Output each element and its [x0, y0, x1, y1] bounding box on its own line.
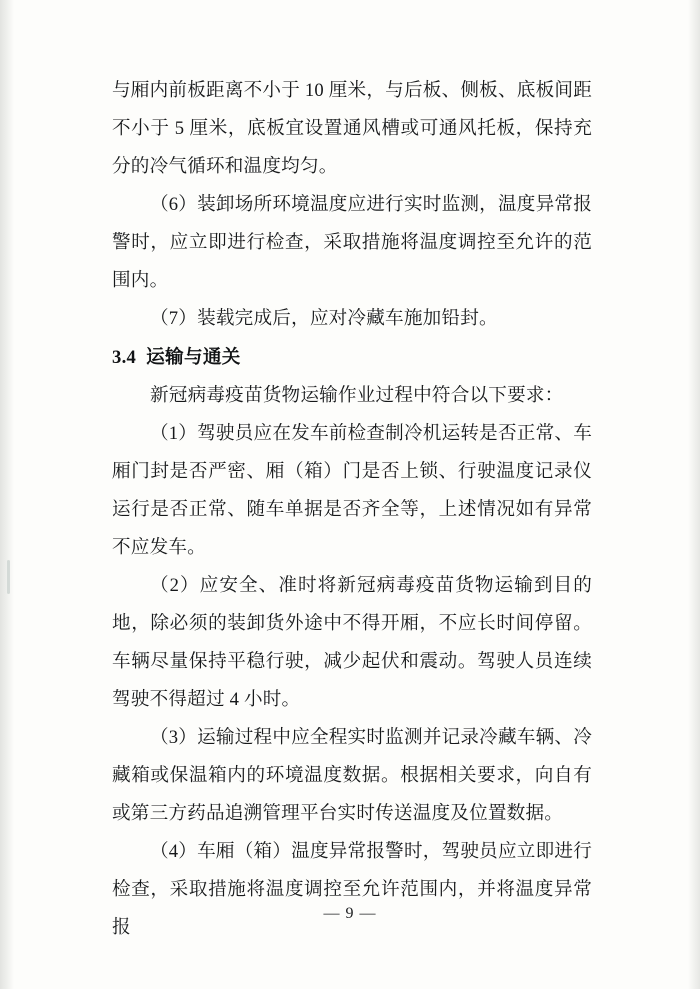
- section-title: 运输与通关: [146, 346, 241, 367]
- paragraph-1: 与厢内前板距离不小于 10 厘米，与后板、侧板、底板间距不小于 5 厘米，底板宜设置通风槽或可通风托板，保持充分的冷气循环和温度均匀。: [112, 80, 592, 177]
- paragraph-item-3: （3）运输过程中应全程实时监测并记录冷藏车辆、冷藏箱或保温箱内的环境温度数据。根据相关要求，向自有或第三方药品追溯管理平台实时传送温度及位置数据。: [112, 727, 592, 824]
- section-heading-3-4: [112, 338, 592, 377]
- page-body: [112, 72, 592, 947]
- paragraph-intro: 新冠病毒疫苗货物运输作业过程中符合以下要求：: [150, 385, 564, 406]
- paragraph-item-7: （7）装载完成后，应对冷藏车施加铅封。: [150, 308, 498, 329]
- paragraph-item-6: （6）装卸场所环境温度应进行实时监测，温度异常报警时，应立即进行检查，采取措施将温度调控至允许的范围内。: [112, 194, 592, 291]
- section-number: 3.4: [112, 347, 137, 368]
- page-number: — 9 —: [323, 905, 377, 922]
- scan-artifact: [7, 560, 10, 594]
- paragraph-item-2: （2）应安全、准时将新冠病毒疫苗货物运输到目的地，除必须的装卸货外途中不得开厢，不应长时间停留。车辆尽量保持平稳行驶，减少起伏和震动。驾驶人员连续驾驶不得超过 4 小时。: [112, 575, 592, 710]
- paragraph-item-4: （4）车厢（箱）温度异常报警时，驾驶员应立即进行检查，采取措施将温度调控至允许范围内，并将温度异常报: [112, 841, 592, 938]
- paragraph-item-1: （1）驾驶员应在发车前检查制冷机运转是否正常、车厢门封是否严密、厢（箱）门是否上锁、行驶温度记录仪运行是否正常、随车单据是否齐全等，上述情况如有异常不应发车。: [112, 423, 592, 558]
